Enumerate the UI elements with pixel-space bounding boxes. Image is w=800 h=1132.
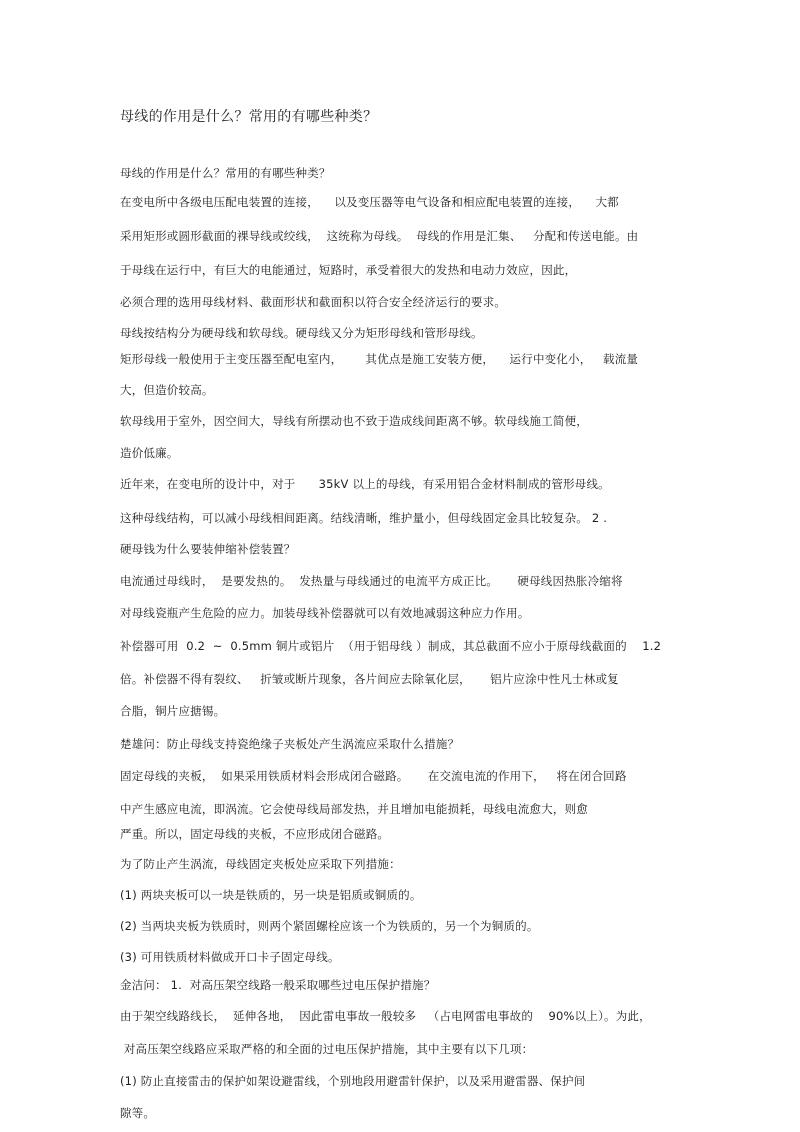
- body-line: 矩形母线一般使用于主变压器至配电室内， 其优点是施工安装方便， 运行中变化小， 载流量: [120, 352, 639, 366]
- body-line: 固定母线的夹板， 如果采用铁质材料会形成闭合磁路。 在交流电流的作用下， 将在闭合回路: [120, 769, 627, 783]
- body-line: 补偿器可用 0.2 ~ 0.5mm 铜片或铝片 （用于铝母线 ）制成，其总截面不应小于原母线截面的 1.2: [120, 639, 662, 653]
- body-line: 对高压架空线路应采取严格的和全面的过电压保护措施，其中主要有以下几项：: [120, 1042, 534, 1056]
- body-line: 采用矩形或圆形截面的裸导线或绞线， 这统称为母线。 母线的作用是汇集、 分配和传送电能。由: [120, 229, 639, 243]
- body-line: (1) 两块夹板可以一块是铁质的，另一块是铝质或铜质的。: [120, 888, 422, 902]
- body-line: 必须合理的选用母线材料、截面形状和截面积以符合安全经济运行的要求。: [120, 295, 507, 309]
- body-line: 母线的作用是什么？常用的有哪些种类？: [120, 166, 331, 180]
- body-line: 于母线在运行中，有巨大的电能通过，短路时，承受着很大的发热和电动力效应，因此，: [120, 263, 577, 277]
- body-line: 电流通过母线时， 是要发热的。 发热量与母线通过的电流平方成正比。 硬母线因热胀冷缩将: [120, 574, 623, 588]
- body-line: 对母线瓷瓶产生危险的应力。加装母线补偿器就可以有效地减弱这种应力作用。: [120, 606, 530, 620]
- body-line: (1) 防止直接雷击的保护如架设避雷线，个别地段用避雷针保护，以及采用避雷器、保护间: [120, 1074, 586, 1088]
- body-line: 隙等。: [120, 1106, 156, 1120]
- body-line: 楚雄问：防止母线支持瓷绝缘子夹板处产生涡流应采取什么措施？: [120, 737, 460, 751]
- body-line: 这种母线结构，可以减小母线相间距离。结线清晰，维护量小，但母线固定金具比较复杂。 2 .: [120, 511, 608, 525]
- body-line: 硬母钱为什么要装伸缩补偿装置？: [120, 542, 296, 556]
- body-line: 近年来，在变电所的设计中，对于 35kV 以上的母线，有采用铝合金材料制成的管形母线。: [120, 477, 610, 491]
- body-line: 软母线用于室外，因空间大，导线有所摆动也不致于造成线间距离不够。软母线施工简便，: [120, 414, 588, 428]
- body-line: (2) 当两块夹板为铁质时，则两个紧固螺栓应该一个为铁质的，另一个为铜质的。: [120, 919, 539, 933]
- document-title: 母线的作用是什么？常用的有哪些种类？: [120, 109, 378, 125]
- body-line: 母线按结构分为硬母线和软母线。硬母线又分为矩形母线和管形母线。: [120, 326, 483, 340]
- body-line: 造价低廉。: [120, 446, 179, 460]
- body-line: 倍。补偿器不得有裂纹、 折皱或断片现象，各片间应去除氧化层， 铝片应涂中性凡士林或复: [120, 672, 619, 686]
- body-line: (3) 可用铁质材料做成开口卡子固定母线。: [120, 950, 340, 964]
- body-line: 大，但造价较高。: [120, 383, 214, 397]
- body-line: 中产生感应电流，即涡流。它会使母线局部发热，并且增加电能损耗，母线电流愈大，则愈: [120, 802, 588, 816]
- body-line: 严重。所以，固定母线的夹板，不应形成闭合磁路。: [120, 827, 390, 841]
- body-line: 由于架空线路线长， 延伸各地， 因此雷电事故一般较多 （占电网雷电事故的 90%以上）。为此，: [120, 1009, 651, 1023]
- body-line: 合脂，铜片应搪锡。: [120, 704, 226, 718]
- body-line: 金洁问： 1. 对高压架空线路一般采取哪些过电压保护措施？: [120, 978, 436, 992]
- body-line: 在变电所中各级电压配电装置的连接， 以及变压器等电气设备和相应配电装置的连接， 大都: [120, 195, 619, 209]
- body-line: 为了防止产生涡流，母线固定夹板处应采取下列措施：: [120, 857, 401, 871]
